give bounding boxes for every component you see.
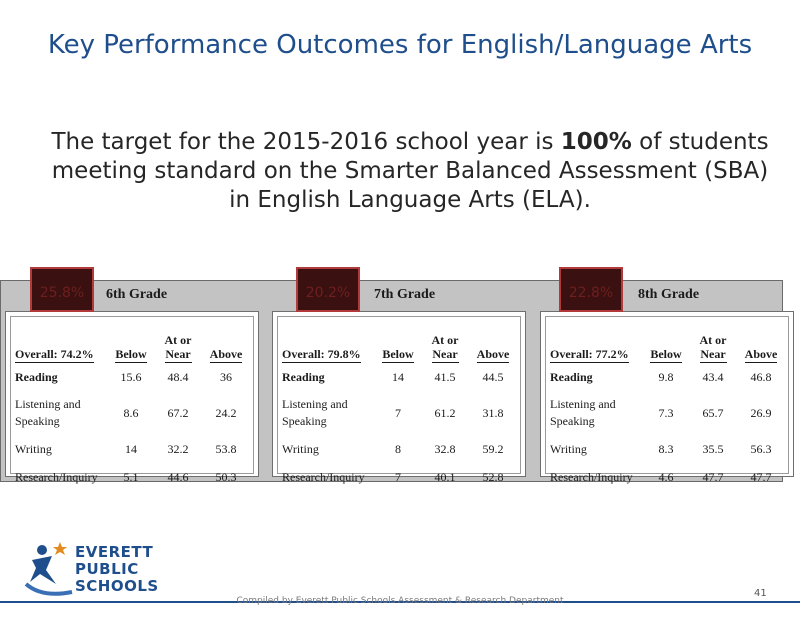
near-value: 32.8 <box>434 441 456 456</box>
table-row <box>282 391 518 435</box>
below-value: 4.6 <box>658 469 674 484</box>
grade-panel-inner <box>545 316 789 484</box>
near-value: 67.2 <box>167 405 189 420</box>
row-label: Research/Inquiry <box>15 469 98 484</box>
below-value: 7 <box>395 469 401 484</box>
below-value: 8.3 <box>658 441 674 456</box>
row-label: Listening and Speaking <box>15 397 81 428</box>
row-label: Research/Inquiry <box>282 469 365 484</box>
grade-table-8 <box>550 323 786 491</box>
near-value: 47.7 <box>702 469 724 484</box>
above-value: 24.2 <box>215 405 237 420</box>
table-row <box>15 363 251 391</box>
not-met-badge-6: 25.8% <box>30 267 94 312</box>
row-label: Writing <box>15 441 52 456</box>
above-value: 52.8 <box>482 469 504 484</box>
overall-header: Overall: 79.8% <box>282 347 361 361</box>
grade-label-6: 6th Grade <box>106 287 168 302</box>
table-header-row <box>282 323 518 363</box>
row-label: Reading <box>15 369 58 384</box>
footer-credit: Compiled by Everett Public Schools Assessment & Research Department <box>236 596 564 606</box>
table-header-row <box>550 323 786 363</box>
overall-header: Overall: 74.2% <box>15 347 94 361</box>
grade-table-7 <box>282 323 518 491</box>
grade-label-7: 7th Grade <box>374 287 436 302</box>
below-value: 14 <box>125 441 137 456</box>
logo-line1: EVERETT <box>75 543 154 561</box>
table-row <box>15 391 251 435</box>
logo-swoosh <box>26 584 72 594</box>
at-or-near-header: At or Near <box>699 333 727 361</box>
near-value: 32.2 <box>167 441 189 456</box>
slide-title: Key Performance Outcomes for English/Language Arts <box>47 30 753 60</box>
row-label: Listening and Speaking <box>550 397 616 428</box>
below-value: 9.8 <box>658 369 674 384</box>
table-row <box>550 391 786 435</box>
near-value: 65.7 <box>702 405 724 420</box>
below-header: Below <box>650 347 682 361</box>
above-header: Above <box>476 347 510 361</box>
below-value: 5.1 <box>123 469 139 484</box>
not-met-badge-7: 20.2% <box>296 267 360 312</box>
near-value: 35.5 <box>702 441 724 456</box>
table-row <box>282 463 518 491</box>
near-value: 43.4 <box>702 369 724 384</box>
logo-figure-head <box>37 545 47 555</box>
below-value: 7.3 <box>658 405 674 420</box>
above-value: 46.8 <box>750 369 772 384</box>
table-header-row <box>15 323 251 363</box>
above-value: 47.7 <box>750 469 772 484</box>
table-row <box>550 435 786 463</box>
grade-table-6 <box>15 323 251 491</box>
target-suffix: of students meeting standard on the Smarter Balanced Assessment (SBA) in English Language Arts (ELA). <box>51 129 769 213</box>
table-row <box>15 463 251 491</box>
logo-figure-body <box>30 556 56 584</box>
grade-panel-8 <box>540 311 794 484</box>
logo-star-icon <box>53 542 67 555</box>
below-header: Below <box>115 347 147 361</box>
table-row <box>550 363 786 391</box>
row-label: Writing <box>550 441 587 456</box>
at-or-near-header: At or Near <box>431 333 459 361</box>
grade-panel-inner <box>10 316 254 484</box>
near-value: 48.4 <box>167 369 189 384</box>
logo-wordmark <box>75 544 159 595</box>
below-header: Below <box>382 347 414 361</box>
above-value: 53.8 <box>215 441 237 456</box>
overall-header: Overall: 77.2% <box>550 347 629 361</box>
near-value: 41.5 <box>434 369 456 384</box>
above-value: 36 <box>220 369 232 384</box>
above-value: 50.3 <box>215 469 237 484</box>
target-statement <box>40 128 780 215</box>
above-value: 26.9 <box>750 405 772 420</box>
near-value: 44.6 <box>167 469 189 484</box>
row-label: Writing <box>282 441 319 456</box>
row-label: Reading <box>282 369 325 384</box>
row-label: Research/Inquiry <box>550 469 633 484</box>
grade-panel-6 <box>5 311 259 484</box>
near-value: 40.1 <box>434 469 456 484</box>
page-number: 41 <box>754 588 767 599</box>
near-value: 61.2 <box>434 405 456 420</box>
above-value: 56.3 <box>750 441 772 456</box>
target-percent: 100% <box>560 129 632 155</box>
target-prefix: The target for the 2015-2016 school year is <box>51 129 561 155</box>
row-label: Listening and Speaking <box>282 397 348 428</box>
above-value: 44.5 <box>482 369 504 384</box>
table-row <box>282 435 518 463</box>
logo-line2: PUBLIC <box>75 560 139 578</box>
not-met-badge-8: 22.8% <box>559 267 623 312</box>
table-row <box>550 463 786 491</box>
below-value: 8 <box>395 441 401 456</box>
above-header: Above <box>744 347 778 361</box>
table-row <box>15 435 251 463</box>
below-value: 14 <box>392 369 404 384</box>
logo-line3: SCHOOLS <box>75 577 159 595</box>
above-header: Above <box>209 347 243 361</box>
grade-label-8: 8th Grade <box>638 287 700 302</box>
below-value: 15.6 <box>120 369 142 384</box>
above-value: 31.8 <box>482 405 504 420</box>
above-value: 59.2 <box>482 441 504 456</box>
grade-panel-inner <box>277 316 521 484</box>
row-label: Reading <box>550 369 593 384</box>
at-or-near-header: At or Near <box>164 333 192 361</box>
table-row <box>282 363 518 391</box>
below-value: 8.6 <box>123 405 139 420</box>
grade-panel-7 <box>272 311 526 484</box>
below-value: 7 <box>395 405 401 420</box>
